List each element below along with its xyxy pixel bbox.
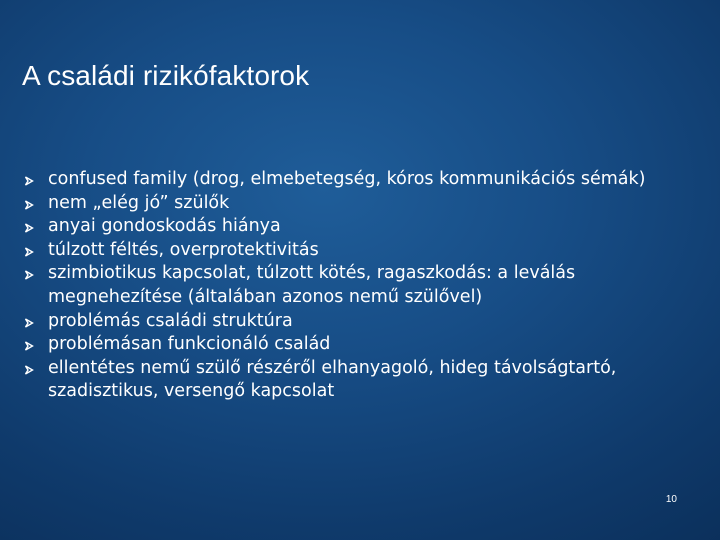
page-number: 10 — [665, 494, 677, 505]
bullet-list — [24, 168, 694, 404]
bullet-item — [24, 215, 694, 239]
bullet-text: szimbiotikus kapcsolat, túlzott kötés, ragaszkodás: a leválás megnehezítése (általában azonos nemű szülővel) — [48, 263, 576, 307]
bullet-item — [24, 357, 694, 404]
bullet-text: túlzott féltés, overprotektivitás — [48, 239, 319, 260]
slide-title: A családi rizikófaktorok — [22, 60, 310, 91]
bullet-text: problémás családi struktúra — [48, 310, 293, 331]
bullet-item — [24, 310, 694, 334]
bullet-item — [24, 192, 694, 216]
arrowhead-bullet-icon — [24, 341, 34, 351]
arrowhead-bullet-icon — [24, 318, 34, 328]
bullet-item — [24, 239, 694, 263]
bullet-text: anyai gondoskodás hiánya — [48, 216, 281, 237]
bullet-item — [24, 333, 694, 357]
arrowhead-bullet-icon — [24, 365, 34, 375]
arrowhead-bullet-icon — [24, 270, 34, 280]
arrowhead-bullet-icon — [24, 247, 34, 257]
bullet-text: problémásan funkcionáló család — [48, 334, 331, 355]
arrowhead-bullet-icon — [24, 223, 34, 233]
arrowhead-bullet-icon — [24, 200, 34, 210]
arrowhead-bullet-icon — [24, 176, 34, 186]
bullet-item — [24, 262, 694, 309]
bullet-text: confused family (drog, elmebetegség, kóros kommunikációs sémák) — [48, 169, 646, 189]
bullet-item — [24, 168, 694, 192]
bullet-text: ellentétes nemű szülő részéről elhanyagoló, hideg távolságtartó, szadisztikus, versengő kapcsolat — [48, 357, 617, 402]
bullet-text: nem „elég jó” szülők — [48, 192, 230, 213]
